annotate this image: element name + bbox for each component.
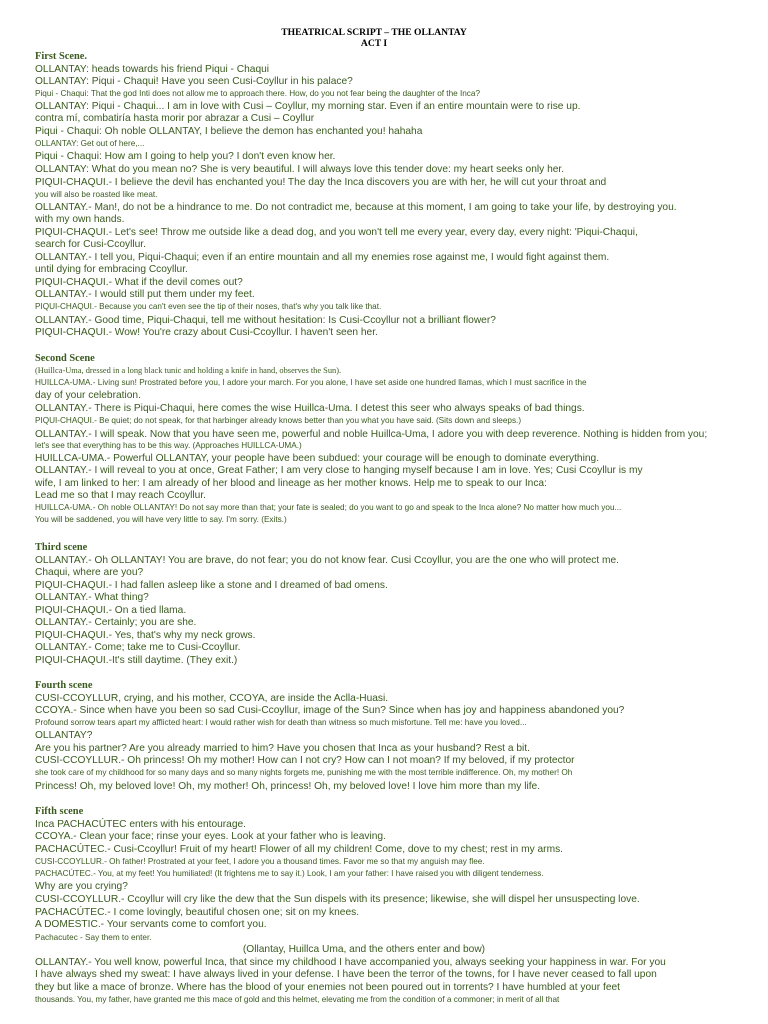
dialogue-line: You will be saddened, you will have very little to say. I'm sorry. (Exits.) — [35, 515, 287, 524]
scene-heading: Fourth scene — [35, 680, 93, 691]
dialogue-line: CUSI-CCOYLLUR.- Oh father! Prostrated at your feet, I adore you a thousand times. Favor me so that my anguish may flee. — [35, 857, 485, 866]
dialogue-line: A DOMESTIC.- Your servants come to comfort you. — [35, 919, 267, 930]
dialogue-line: PIQUI-CHAQUI.- Be quiet; do not speak, for that harbinger already knows better than you what you have said. (Sits down and sleeps.) — [35, 416, 522, 425]
dialogue-line: search for Cusi-Ccoyllur. — [35, 239, 146, 250]
dialogue-line: Why are you crying? — [35, 881, 128, 892]
dialogue-line: OLLANTAY: heads towards his friend Piqui - Chaqui — [35, 64, 270, 75]
dialogue-line: OLLANTAY: Piqui - Chaqui... I am in love with Cusi – Coyllur, my morning star. Even if an entire mountain were to rise up. — [35, 101, 581, 112]
dialogue-line: PIQUI-CHAQUI.- Yes, that's why my neck grows. — [35, 630, 256, 641]
dialogue-line: PIQUI-CHAQUI.- I believe the devil has enchanted you! The day the Inca discovers you are with her, he will cut your throat and — [35, 177, 607, 188]
dialogue-line: Chaqui, where are you? — [35, 567, 144, 578]
dialogue-line: CUSI-CCOYLLUR, crying, and his mother, CCOYA, are inside the Aclla-Huasi. — [35, 693, 389, 704]
dialogue-line: OLLANTAY.- There is Piqui-Chaqui, here comes the wise Huillca-Uma. I detest this seer who always speaks of bad things. — [35, 403, 585, 414]
scene-heading: Fifth scene — [35, 806, 84, 817]
dialogue-line: HUILLCA-UMA.- Living sun! Prostrated before you, I adore your march. For you alone, I have set aside one hundred llamas, which I must sacrifice in the — [35, 378, 587, 387]
scene-heading: Third scene — [35, 542, 88, 553]
dialogue-line: OLLANTAY.- Come; take me to Cusi-Ccoyllur. — [35, 642, 241, 653]
dialogue-line: Are you his partner? Are you already married to him? Have you chosen that Inca as your husband? Rest a bit. — [35, 743, 530, 754]
dialogue-line: with my own hands. — [35, 214, 125, 225]
dialogue-line: PACHACÚTEC.- You, at my feet! You humiliated! (It frightens me to say it.) Look, I am your father: I have raised you with diligent tenderness. — [35, 869, 544, 878]
dialogue-line: Princess! Oh, my beloved love! Oh, my mother! Oh, princess! Oh, my beloved love! I love him more than my life. — [35, 781, 541, 792]
dialogue-line: OLLANTAY.- Certainly; you are she. — [35, 617, 197, 628]
dialogue-line: OLLANTAY: What do you mean no? She is very beautiful. I will always love this tender dove: my heart seeks only her. — [35, 164, 565, 175]
dialogue-line: OLLANTAY.- Man!, do not be a hindrance to me. Do not contradict me, because at this moment, I am going to take your life, by destroying you. — [35, 202, 677, 213]
dialogue-line: Pachacutec - Say them to enter. — [35, 933, 152, 942]
dialogue-line: Inca PACHACÚTEC enters with his entourage. — [35, 819, 247, 830]
dialogue-line: PIQUI-CHAQUI.- Because you can't even see the tip of their noses, that's why you talk like that. — [35, 302, 382, 311]
dialogue-line: OLLANTAY.- What thing? — [35, 592, 149, 603]
act-heading: ACT I — [360, 38, 388, 49]
dialogue-line: OLLANTAY: Get out of here,... — [35, 139, 145, 148]
dialogue-line: OLLANTAY.- I will speak. Now that you have seen me, powerful and noble Huillca-Uma, I adore you with deep reverence. Nothing is hidden from you; — [35, 429, 708, 440]
dialogue-line: until dying for embracing Ccoyllur. — [35, 264, 188, 275]
dialogue-line: I have always shed my sweat: I have always lived in your defense. I have been the terror of the towns, for I have never ceased to fall upon — [35, 969, 657, 980]
dialogue-line: PIQUI-CHAQUI.- Let's see! Throw me outside like a dead dog, and you won't tell me every year, every day, every night: 'Piqui-Chaqui, — [35, 227, 638, 238]
dialogue-line: thousands. You, my father, have granted me this mace of gold and this helmet, elevating me from the condition of a commoner; in merit of all that — [35, 995, 560, 1004]
dialogue-line: PIQUI-CHAQUI.- Wow! You're crazy about Cusi-Ccoyllur. I haven't seen her. — [35, 327, 378, 338]
dialogue-line: OLLANTAY: Piqui - Chaqui! Have you seen Cusi-Coyllur in his palace? — [35, 76, 353, 87]
dialogue-line: CUSI-CCOYLLUR.- Ccoyllur will cry like the dew that the Sun dispels with its presence; likewise, she will dispel her unsuspecting love. — [35, 894, 640, 905]
dialogue-line: Piqui - Chaqui: That the god Inti does not allow me to approach there. How, do you not fear being the daughter of the Inca? — [35, 89, 480, 98]
document-title: THEATRICAL SCRIPT – THE OLLANTAY — [281, 27, 467, 38]
dialogue-line: Lead me so that I may reach Ccoyllur. — [35, 490, 207, 501]
dialogue-line: they but like a mace of bronze. Where has the blood of your enemies not been poured out in torrents? I have humbled at your feet — [35, 982, 621, 993]
dialogue-line: OLLANTAY.- I will reveal to you at once, Great Father; I am very close to hanging myself because I am in love. Yes; Cusi Ccoyllur is my — [35, 465, 643, 476]
dialogue-line: OLLANTAY.- Oh OLLANTAY! You are brave, do not fear; you do not know fear. Cusi Ccoyllur, you are the one who will protect me. — [35, 555, 620, 566]
dialogue-line: PIQUI-CHAQUI.- I had fallen asleep like a stone and I dreamed of bad omens. — [35, 580, 388, 591]
dialogue-line: let's see that everything has to be this way. (Approaches HUILLCA-UMA.) — [35, 441, 302, 450]
dialogue-line: PACHACÚTEC.- I come lovingly, beautiful chosen one; sit on my knees. — [35, 907, 360, 918]
dialogue-line: she took care of my childhood for so many days and so many nights forgets me, punishing me with the most terrible indifference. Oh, my mother! Oh — [35, 768, 573, 777]
dialogue-line: HUILLCA-UMA.- Powerful OLLANTAY, your people have been subdued: your courage will be enough to dominate everything. — [35, 453, 600, 464]
dialogue-line: contra mí, combatiría hasta morir por abrazar a Cusi – Coyllur — [35, 113, 315, 124]
dialogue-line: PACHACÚTEC.- Cusi-Ccoyllur! Fruit of my heart! Flower of all my children! Come, dove to my chest; rest in my arms. — [35, 844, 563, 855]
dialogue-line: day of your celebration. — [35, 390, 141, 401]
scene-heading: First Scene. — [35, 51, 87, 62]
dialogue-line: CCOYA.- Clean your face; rinse your eyes. Look at your father who is leaving. — [35, 831, 386, 842]
dialogue-line: Profound sorrow tears apart my afflicted heart: I would rather wish for death than witness so much misfortune. Tell me: have you loved... — [35, 718, 527, 727]
dialogue-line: Piqui - Chaqui: How am I going to help you? I don't even know her. — [35, 151, 336, 162]
dialogue-line: wife, I am linked to her: I am already of her blood and lineage as her mother knows. Help me to speak to our Inca: — [35, 478, 547, 489]
dialogue-line: PIQUI-CHAQUI.-It's still daytime. (They exit.) — [35, 655, 238, 666]
dialogue-line: HUILLCA-UMA.- Oh noble OLLANTAY! Do not say more than that; your fate is sealed; do you want to go and speak to the Inca alone? No matter how much you... — [35, 503, 622, 512]
dialogue-line: Piqui - Chaqui: Oh noble OLLANTAY, I believe the demon has enchanted you! hahaha — [35, 126, 423, 137]
dialogue-line: PIQUI-CHAQUI.- On a tied llama. — [35, 605, 187, 616]
dialogue-line: CCOYA.- Since when have you been so sad Cusi-Ccoyllur, image of the Sun? Since when has joy and happiness abandoned you? — [35, 705, 625, 716]
dialogue-line: CUSI-CCOYLLUR.- Oh princess! Oh my mother! How can I not cry? How can I not moan? If my beloved, if my protector — [35, 755, 575, 766]
dialogue-line: OLLANTAY? — [35, 730, 93, 741]
dialogue-line: OLLANTAY.- I tell you, Piqui-Chaqui; even if an entire mountain and all my enemies rose against me, I would fight against them. — [35, 252, 610, 263]
stage-direction: (Huillca-Uma, dressed in a long black tunic and holding a knife in hand, observes the Sun). — [35, 366, 342, 375]
dialogue-line: you will also be roasted like meat. — [35, 190, 158, 199]
dialogue-line: OLLANTAY.- You well know, powerful Inca, that since my childhood I have accompanied you, always seeking your happiness in war. For you — [35, 957, 666, 968]
scene-heading: Second Scene — [35, 353, 95, 364]
dialogue-line: OLLANTAY.- Good time, Piqui-Chaqui, tell me without hesitation: Is Cusi-Ccoyllur not a brilliant flower? — [35, 315, 496, 326]
stage-direction: (Ollantay, Huillca Uma, and the others enter and bow) — [242, 944, 486, 955]
dialogue-line: PIQUI-CHAQUI.- What if the devil comes out? — [35, 277, 243, 288]
dialogue-line: OLLANTAY.- I would still put them under my feet. — [35, 289, 255, 300]
